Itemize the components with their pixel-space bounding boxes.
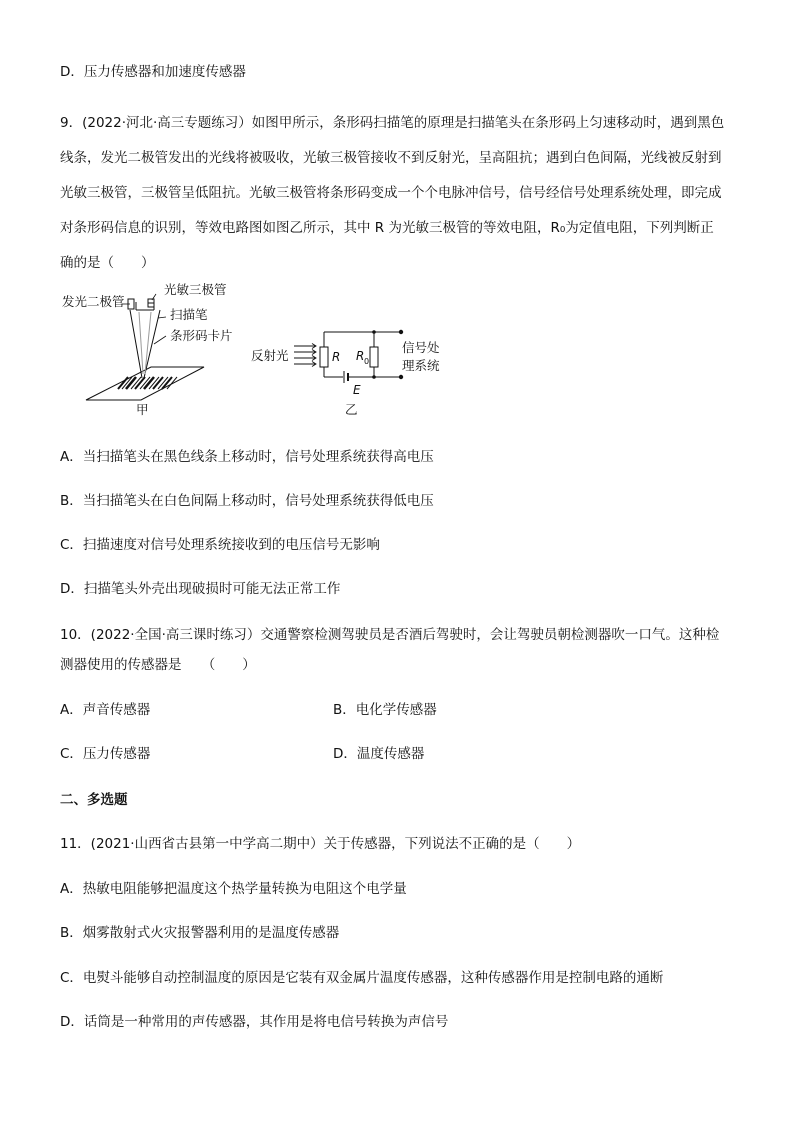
q11-option-d: D．话筒是一种常用的声传感器，其作用是将电信号转换为声信号: [60, 1014, 449, 1030]
prev-option-d: D．压力传感器和加速度传感器: [60, 64, 246, 80]
label-card: 条形码卡片: [170, 328, 233, 343]
label-r0: R: [356, 349, 365, 363]
figure-jia-leaders: [122, 294, 166, 344]
question-9-line-2: 线条，发光二极管发出的光线将被吸收，光敏三极管接收不到反射光，呈高阻抗；遇到白色间隔，光线被反射到: [60, 150, 722, 166]
question-10-line-2: 测器使用的传感器是 （ ）: [60, 657, 256, 673]
q11-option-c: C．电熨斗能够自动控制温度的原因是它装有双金属片温度传感器，这种传感器作用是控制电路的通断: [60, 970, 664, 986]
reflected-light-arrows: [294, 344, 316, 367]
q10-option-d: D．温度传感器: [333, 746, 425, 762]
scanning-pen: [128, 299, 160, 378]
question-9-line-4: 对条形码信息的识别，等效电路图如图乙所示，其中 R 为光敏三极管的等效电阻，R₀为定值电阻，下列判断正: [60, 220, 714, 236]
figure-jia: [62, 282, 233, 417]
terminal-dots: [372, 330, 403, 379]
label-r: R: [332, 350, 341, 364]
q11-option-a: A．热敏电阻能够把温度这个热学量转换为电阻这个电学量: [60, 881, 407, 897]
label-e: E: [353, 383, 361, 397]
question-9-stem: [60, 106, 740, 281]
resistor-r0: [370, 347, 378, 367]
q10-option-b: B．电化学传感器: [333, 702, 437, 718]
q11-option-b: B．烟雾散射式火灾报警器利用的是温度传感器: [60, 925, 340, 941]
battery-e: [344, 371, 348, 383]
question-9-line-1: 9．(2022·河北·高三专题练习）如图甲所示，条形码扫描笔的原理是扫描笔头在条形码上匀速移动时，遇到黑色: [60, 115, 725, 131]
question-9-line-3: 光敏三极管，三极管呈低阻抗。光敏三极管将条形码变成一个个电脉冲信号，信号经信号处理系统处理，即完成: [60, 185, 722, 201]
question-9-line-5: 确的是（ ）: [60, 255, 155, 271]
question-9-figure: [56, 282, 456, 422]
caption-jia: 甲: [136, 402, 149, 417]
q10-option-a: A．声音传感器: [60, 702, 151, 718]
q9-option-c: C．扫描速度对信号处理系统接收到的电压信号无影响: [60, 537, 380, 553]
question-11-stem: 11．(2021·山西省古县第一中学高二期中）关于传感器，下列说法不正确的是（ ）: [60, 836, 581, 852]
label-r0-subscript: 0: [364, 357, 370, 366]
label-reflected-light: 反射光: [251, 348, 289, 363]
q9-option-d: D．扫描笔头外壳出现破损时可能无法正常工作: [60, 581, 341, 597]
question-10-line-1: 10．(2022·全国·高三课时练习）交通警察检测驾驶员是否酒后驾驶时，会让驾驶员朝检测器吹一口气。这种检: [60, 627, 720, 643]
barcode-bars: [118, 377, 177, 389]
label-pen: 扫描笔: [170, 307, 208, 322]
figure-yi: [251, 330, 440, 417]
q9-option-b: B．当扫描笔头在白色间隔上移动时，信号处理系统获得低电压: [60, 493, 434, 509]
resistor-r: [320, 347, 328, 367]
label-signal-2: 理系统: [402, 358, 440, 373]
label-phototransistor: 光敏三极管: [164, 282, 227, 297]
label-signal-1: 信号处: [402, 340, 440, 355]
label-led: 发光二极管: [62, 294, 125, 309]
caption-yi: 乙: [345, 402, 358, 417]
q9-option-a: A．当扫描笔头在黑色线条上移动时，信号处理系统获得高电压: [60, 449, 434, 465]
q10-option-c: C．压力传感器: [60, 746, 151, 762]
section-2-title: 二、多选题: [60, 792, 128, 808]
